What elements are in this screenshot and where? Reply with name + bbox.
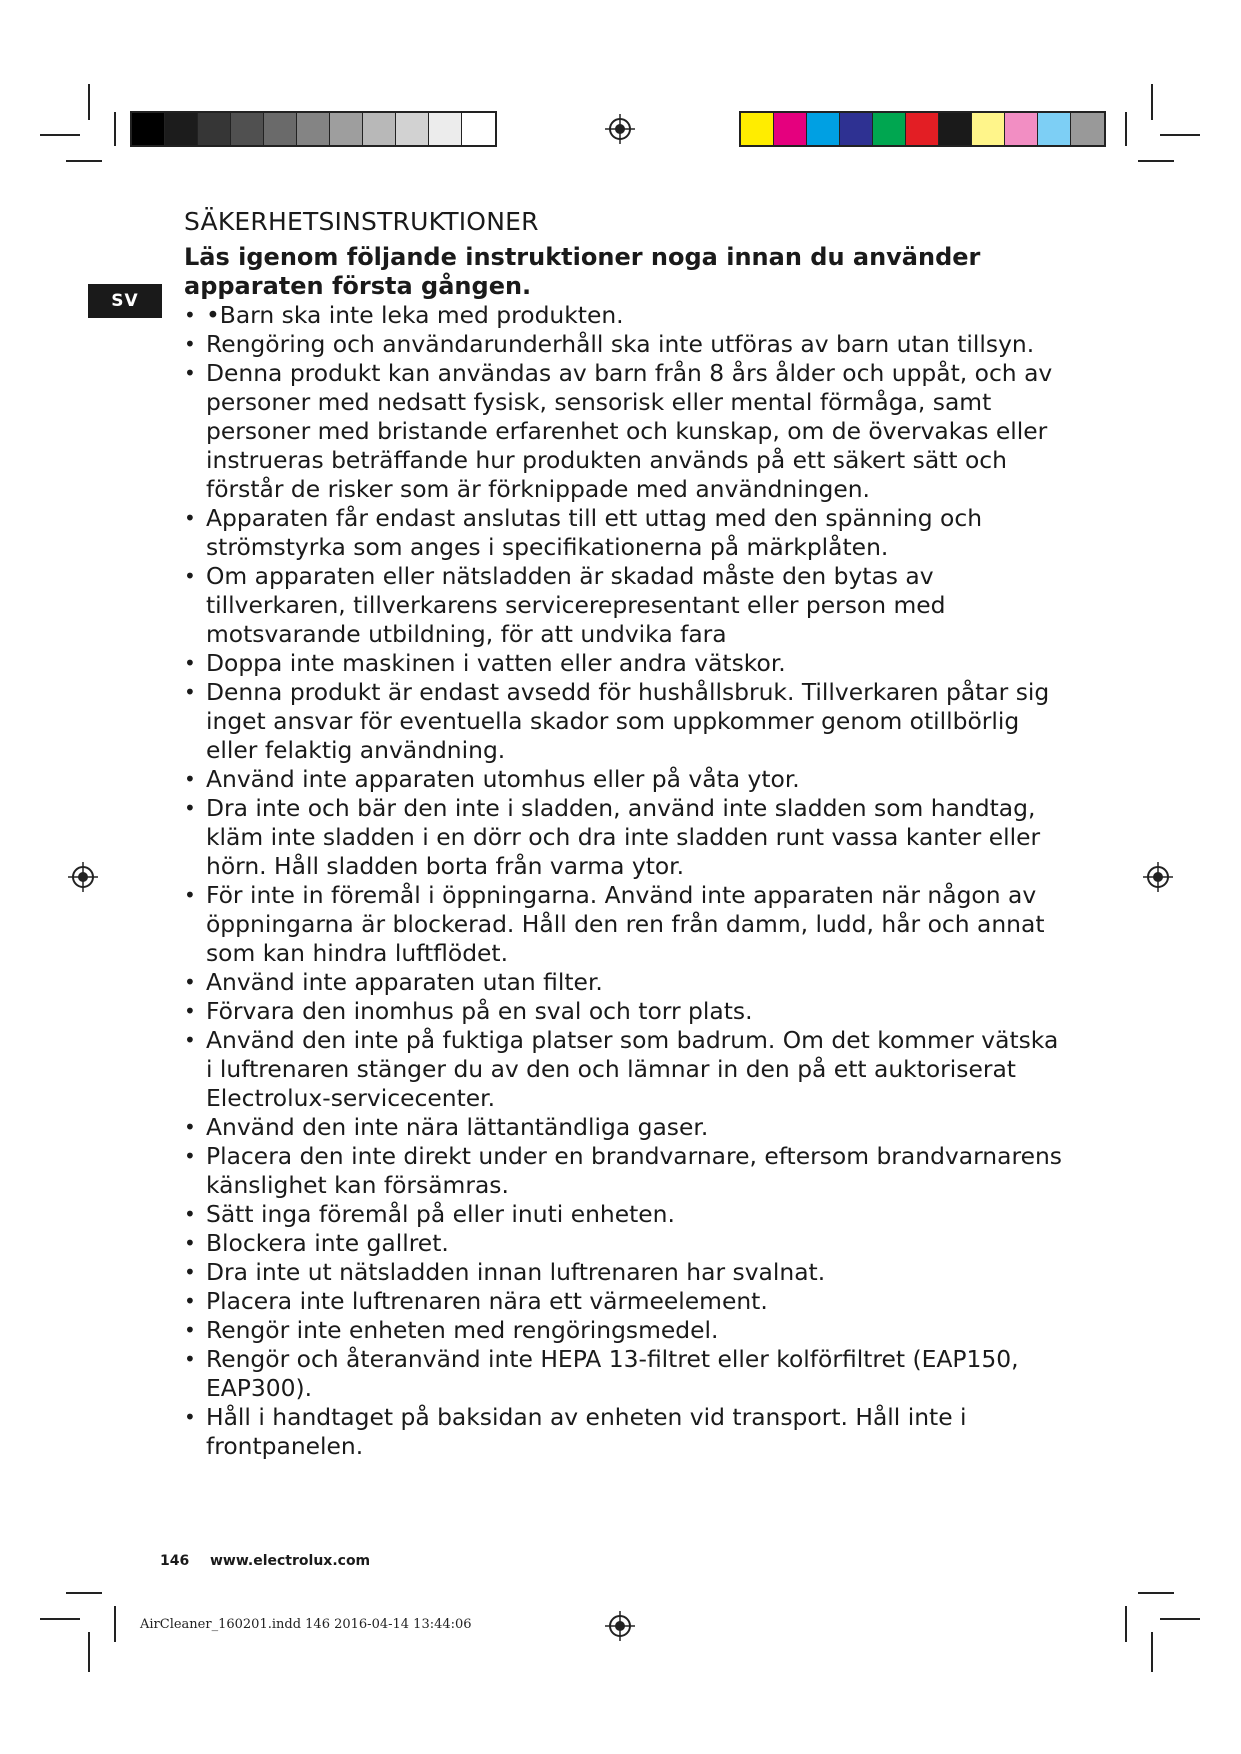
list-item [184,1316,1064,1345]
color-swatch [264,113,297,145]
list-item [184,1200,1064,1229]
registration-mark-icon [68,862,98,892]
list-item-text: • Använd den inte på fuktiga platser som badrum. Om det kommer vätska i luftrenaren stänger du av den och lämnar in den på ett auktoriserat Electrolux-servicecenter. [206,1026,1059,1112]
crop-mark [66,1592,102,1594]
list-item [184,881,1064,968]
crop-mark [40,134,80,136]
color-swatch [396,113,429,145]
list-item-text: • Placera inte luftrenaren nära ett värmeelement. [206,1287,768,1315]
color-swatch [165,113,198,145]
intro-text: Läs igenom följande instruktioner noga innan du använder apparaten första gången. [184,243,981,300]
crop-mark [1138,160,1174,162]
color-swatch [1071,113,1104,145]
list-item-text: • Denna produkt är endast avsedd för hushållsbruk. Tillverkaren påtar sig inget ansvar för eventuella skador som uppkommer genom otillbörlig eller felaktig användning. [206,678,1050,764]
section-title: SÄKERHETSINSTRUKTIONER [184,207,539,236]
grayscale-color-bar [130,111,497,147]
list-item [184,1403,1064,1461]
list-item-text: • Apparaten får endast anslutas till ett uttag med den spänning och strömstyrka som anges i specifikationerna på märkplåten. [206,504,983,561]
crop-mark [40,1618,80,1620]
crop-mark [114,1606,116,1642]
crop-mark [1160,1618,1200,1620]
crop-mark [114,112,116,146]
color-swatch [297,113,330,145]
list-item [184,1229,1064,1258]
list-item-text: • För inte in föremål i öppningarna. Använd inte apparaten när någon av öppningarna är blockerad. Håll den ren från damm, ludd, hår och annat som kan hindra luftflödet. [206,881,1045,967]
list-item-text: • Blockera inte gallret. [206,1229,449,1257]
crop-mark [66,160,102,162]
color-swatch [840,113,873,145]
crop-mark [1151,84,1153,120]
list-item-text: • Dra inte ut nätsladden innan luftrenaren har svalnat. [206,1258,826,1286]
page-number: 146 [160,1553,190,1569]
color-swatch [1038,113,1071,145]
list-item [184,1345,1064,1403]
color-swatch [741,113,774,145]
color-swatch [873,113,906,145]
list-item-text: • Dra inte och bär den inte i sladden, använd inte sladden som handtag, kläm inte sladden i en dörr och dra inte sladden runt vassa kanter eller hörn. Håll sladden borta från varma ytor. [206,794,1041,880]
list-item-text: • Om apparaten eller nätsladden är skadad måste den bytas av tillverkaren, tillverkarens servicerepresentant eller person med motsvarande utbildning, för att undvika fara [206,562,946,648]
crop-mark [1160,134,1200,136]
list-item [184,301,1064,330]
registration-mark-icon [605,1611,635,1641]
list-item-text: • Håll i handtaget på baksidan av enheten vid transport. Håll inte i frontpanelen. [206,1403,967,1460]
language-tab: SV [88,284,162,318]
list-item-text: • •Barn ska inte leka med produkten. [206,301,624,329]
list-item [184,1113,1064,1142]
list-item [184,649,1064,678]
list-item-text: • Rengör och återanvänd inte HEPA 13-filtret eller kolförfiltret (EAP150, EAP300). [206,1345,1019,1402]
list-item [184,1142,1064,1200]
color-swatch [774,113,807,145]
list-item-text: • Doppa inte maskinen i vatten eller andra vätskor. [206,649,786,677]
list-item-text: • Placera den inte direkt under en brandvarnare, eftersom brandvarnarens känslighet kan försämras. [206,1142,1062,1199]
main-content [184,205,1064,1461]
list-item [184,997,1064,1026]
list-item [184,359,1064,504]
list-item [184,562,1064,649]
print-slug: AirCleaner_160201.indd 146 2016-04-14 13:44:06 [140,1617,472,1632]
color-swatch [807,113,840,145]
color-swatch [462,113,495,145]
crop-mark [1125,112,1127,146]
list-item [184,1026,1064,1113]
list-item-text: • Förvara den inomhus på en sval och torr plats. [206,997,753,1025]
safety-instruction-list [184,301,1064,1461]
list-item [184,1258,1064,1287]
list-item-text: • Sätt inga föremål på eller inuti enheten. [206,1200,675,1228]
color-swatch [198,113,231,145]
color-swatch [906,113,939,145]
list-item [184,678,1064,765]
list-item [184,765,1064,794]
list-item [184,1287,1064,1316]
color-swatch [363,113,396,145]
registration-mark-icon [1143,862,1173,892]
color-swatch [939,113,972,145]
list-item-text: • Använd den inte nära lättantändliga gaser. [206,1113,709,1141]
color-swatch [1005,113,1038,145]
list-item-text: • Denna produkt kan användas av barn från 8 års ålder och uppåt, och av personer med nedsatt fysisk, sensorisk eller mental förmåga, samt personer med bristande erfarenhet och kunskap, om de övervakas eller instrueras beträffande hur produkten används på ett säkert sätt och förstår de risker som är förknippade med användningen. [206,359,1053,503]
crop-mark [1151,1632,1153,1672]
list-item [184,504,1064,562]
list-item [184,968,1064,997]
crop-mark [88,1632,90,1672]
process-color-bar [739,111,1106,147]
crop-mark [88,84,90,120]
crop-mark [1125,1606,1127,1642]
list-item-text: • Rengör inte enheten med rengöringsmedel. [206,1316,719,1344]
color-swatch [330,113,363,145]
list-item-text: • Använd inte apparaten utan filter. [206,968,603,996]
list-item [184,794,1064,881]
crop-mark [1138,1592,1174,1594]
color-swatch [231,113,264,145]
color-swatch [429,113,462,145]
color-swatch [132,113,165,145]
list-item-text: • Rengöring och användarunderhåll ska inte utföras av barn utan tillsyn. [206,330,1035,358]
list-item [184,330,1064,359]
color-swatch [972,113,1005,145]
footer-url: www.electrolux.com [210,1553,371,1569]
registration-mark-icon [605,114,635,144]
list-item-text: • Använd inte apparaten utomhus eller på våta ytor. [206,765,800,793]
